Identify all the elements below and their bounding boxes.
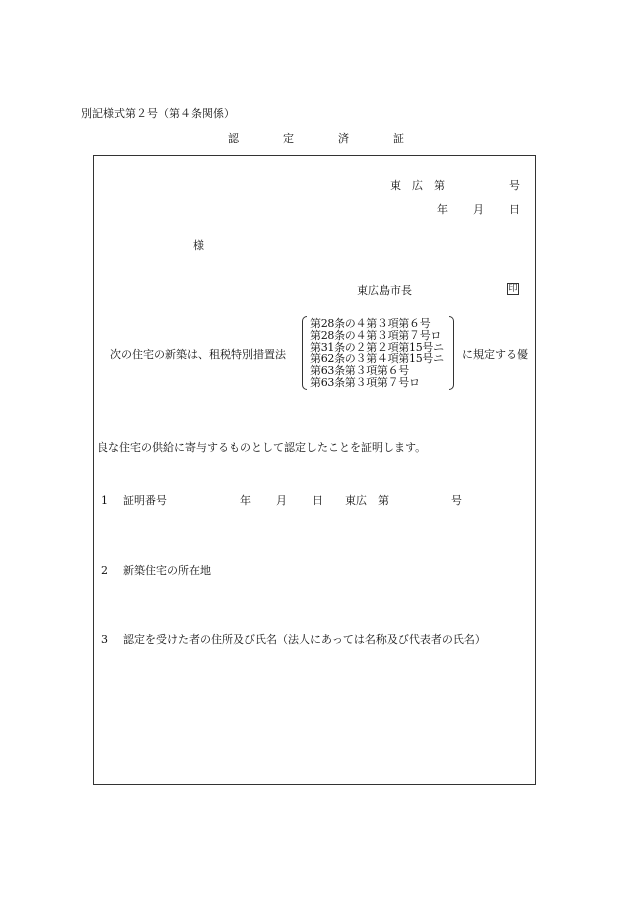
item-1-number: 1 (101, 494, 108, 507)
item-3-number: 3 (101, 633, 108, 646)
right-bracket (449, 316, 454, 390)
item-2-number: 2 (101, 564, 108, 577)
issuer-name: 東広島市長 (357, 284, 412, 297)
item-1-month-label: 月 (276, 494, 287, 507)
document-number-prefix: 東 広 第 (390, 179, 445, 192)
issue-year-label: 年 (437, 203, 448, 216)
tax-law-item: 第28条の４第３項第７号ロ (310, 328, 442, 342)
tax-law-item: 第62条の３第４項第15号ニ (310, 352, 444, 366)
document-number-suffix: 号 (509, 179, 520, 192)
form-number: 別記様式第２号（第４条関係） (81, 107, 235, 120)
issue-day-label: 日 (509, 203, 520, 216)
left-bracket (302, 316, 307, 390)
tax-law-item: 第63条第３項第７号ロ (310, 375, 420, 389)
tax-law-item: 第31条の２第２項第15号ニ (310, 340, 444, 354)
statement-prefix: 次の住宅の新築は、租税特別措置法 (110, 348, 286, 361)
tax-law-list (310, 318, 444, 389)
item-1-number-suffix: 号 (451, 494, 462, 507)
issue-month-label: 月 (473, 203, 484, 216)
item-1-label: 証明番号 (123, 494, 167, 507)
title-char-3: 済 (338, 132, 349, 145)
statement-continuation: 良な住宅の供給に寄与するものとして認定したことを証明します。 (97, 441, 427, 454)
title-char-4: 証 (393, 132, 404, 145)
seal-mark: 印 (508, 284, 518, 294)
tax-law-item: 第63条第３項第６号 (310, 364, 409, 378)
item-1-day-label: 日 (312, 494, 323, 507)
item-1-number-prefix: 東広 第 (345, 494, 389, 507)
item-3-label: 認定を受けた者の住所及び氏名（法人にあっては名称及び代表者の氏名） (123, 633, 486, 646)
title-char-2: 定 (283, 132, 294, 145)
item-1-year-label: 年 (240, 494, 251, 507)
title-char-1: 認 (228, 132, 239, 145)
statement-suffix: に規定する優 (462, 348, 528, 361)
item-2-label: 新築住宅の所在地 (123, 564, 211, 577)
addressee-honorific: 様 (193, 239, 204, 252)
form-box (93, 155, 536, 785)
tax-law-item: 第28条の４第３項第６号 (310, 317, 431, 330)
